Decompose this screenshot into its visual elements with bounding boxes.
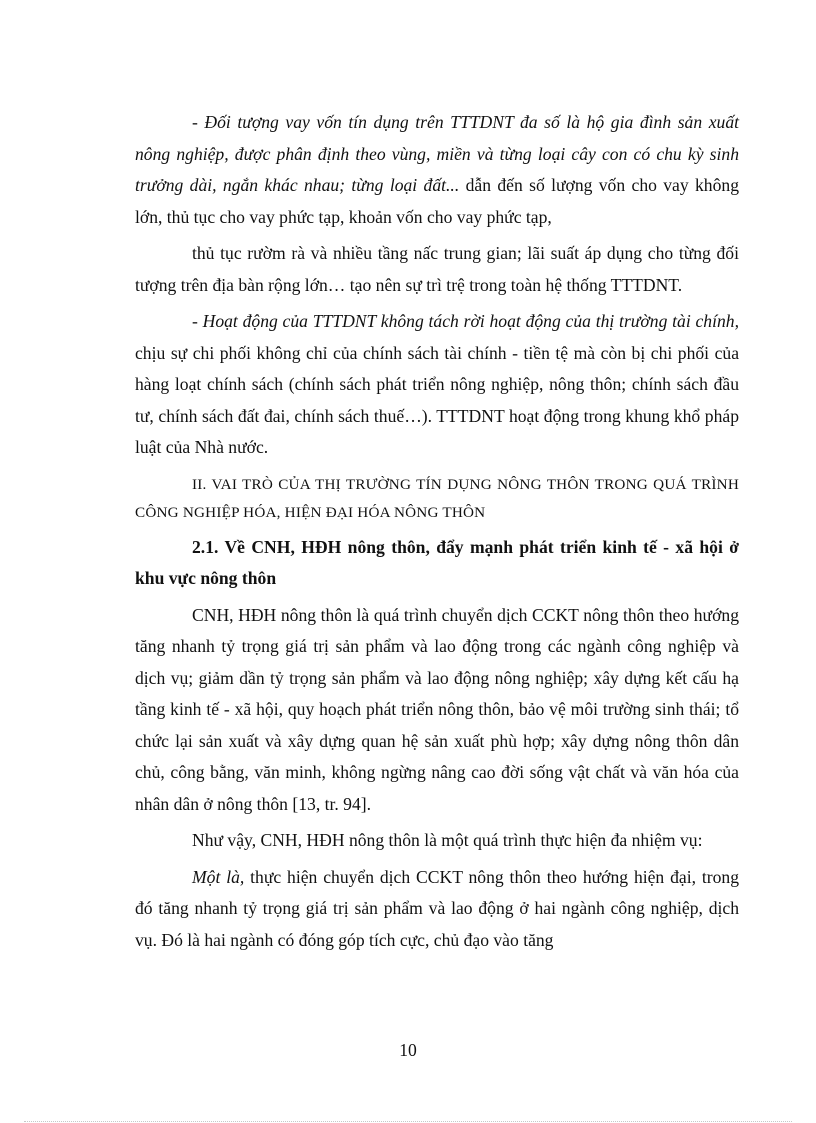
paragraph-first-task-normal: thực hiện chuyển dịch CCKT nông thôn theo hướng hiện đại, trong đó tăng nhanh tỷ trọng giá trị sản phẩm và lao động ở hai ngành công nghiệp, dịch vụ. Đó là hai ngành có đóng góp tích cực, chủ đạo vào tăng [135, 866, 739, 950]
page-number: 10 [399, 1040, 417, 1060]
paragraph-first-task-italic: Một là, [192, 866, 245, 887]
subsection-heading: 2.1. Về CNH, HĐH nông thôn, đẩy mạnh phát triển kinh tế - xã hội ở khu vực nông thôn [135, 536, 739, 588]
paragraph-definition: CNH, HĐH nông thôn là quá trình chuyển dịch CCKT nông thôn theo hướng tăng nhanh tỷ trọng giá trị sản phẩm và lao động trong các ngành công nghiệp và dịch vụ; giảm dần tỷ trọng sản phẩm và lao động nông nghiệp; xây dựng kết cấu hạ tầng kinh tế - xã hội, quy hoạch phát triển nông thôn, bảo vệ môi trường sinh thái; tổ chức lại sản xuất và xây dựng quan hệ sản xuất phù hợp; xây dựng nông thôn dân chủ, công bằng, văn minh, không ngừng nâng cao đời sống vật chất và văn hóa của nhân dân ở nông thôn [13, tr. 94]. [135, 604, 739, 814]
page-bottom-divider [24, 1121, 792, 1122]
paragraph-market-activity-italic: - Hoạt động của TTTDNT không tách rời hoạt động của thị trường tài chính, [192, 311, 739, 331]
paragraph-borrowers-italic: - Đối tượng vay vốn tín dụng trên TTTDNT đa số là hộ gia đình sản xuất nông nghiệp, được phân định theo vùng, miền và từng loại cây con có chu kỳ sinh trưởng dài, ngắn khác nhau; từng loại đất... [135, 112, 739, 195]
section-heading: II. VAI TRÒ CỦA THỊ TRƯỜNG TÍN DỤNG NÔNG THÔN TRONG QUÁ TRÌNH CÔNG NGHIỆP HÓA, HIỆN ĐẠI HÓA NÔNG THÔN [135, 475, 739, 521]
paragraph-borrowers [135, 107, 739, 233]
page-content [135, 107, 739, 956]
paragraph-procedures: thủ tục rườm rà và nhiều tầng nấc trung gian; lãi suất áp dụng cho từng đối tượng trên địa bàn rộng lớn… tạo nên sự trì trệ trong toàn hệ thống TTTDNT. [135, 243, 739, 295]
paragraph-first-task [135, 862, 739, 957]
paragraph-borrowers-normal: dẫn đến số lượng vốn cho vay không lớn, thủ tục cho vay phức tạp, khoản vốn cho vay phức tạp, [135, 175, 739, 227]
paragraph-market-activity-normal: chịu sự chi phối không chỉ của chính sách tài chính - tiền tệ mà còn bị chi phối của hàng loạt chính sách (chính sách phát triển nông nghiệp, nông thôn; chính sách đầu tư, chính sách đất đai, chính sách thuế…). TTTDNT hoạt động trong khung khổ pháp luật của Nhà nước. [135, 342, 739, 457]
paragraph-market-activity [135, 306, 739, 464]
paragraph-summary: Như vậy, CNH, HĐH nông thôn là một quá trình thực hiện đa nhiệm vụ: [192, 830, 703, 850]
